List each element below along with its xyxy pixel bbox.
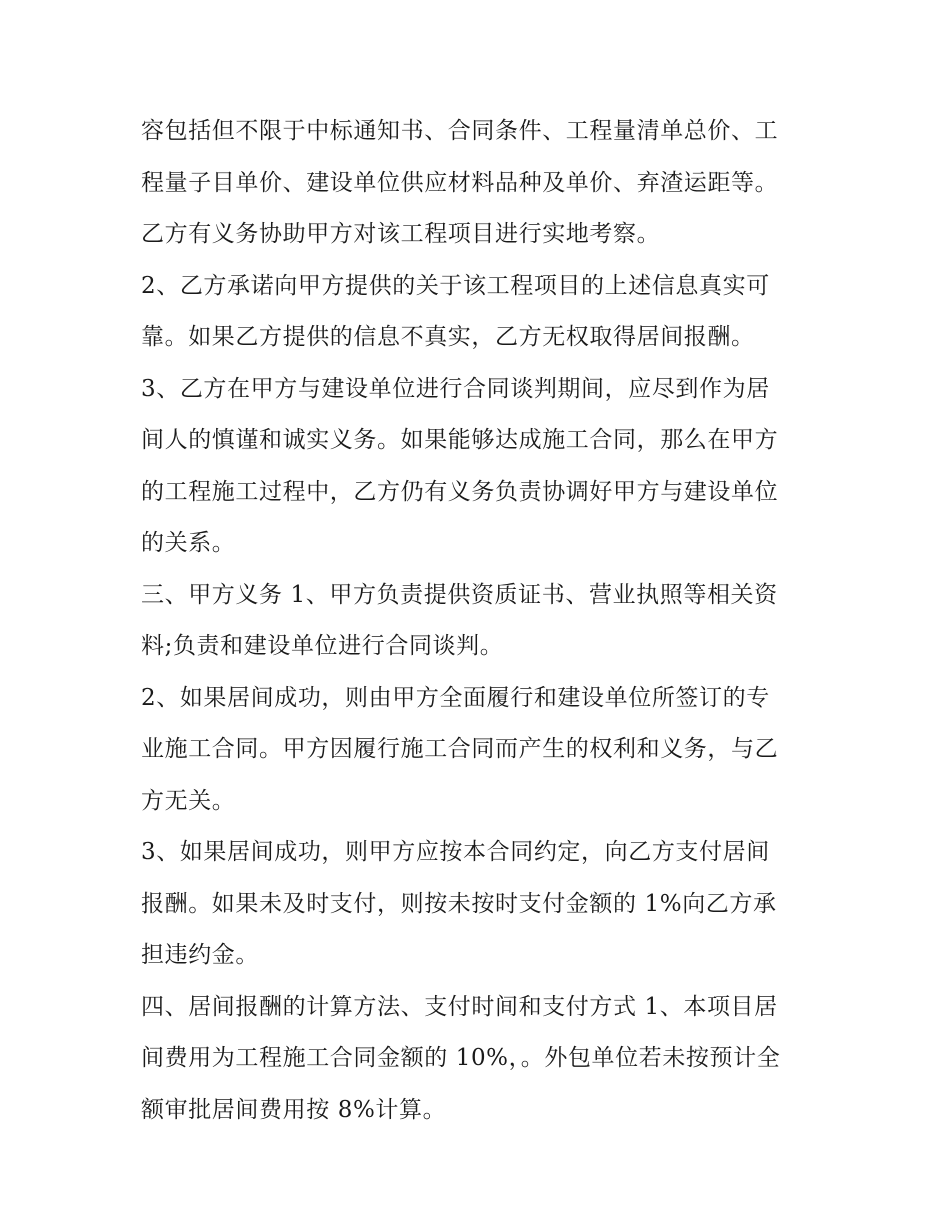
text-line: 方无关。 [141, 787, 236, 814]
text-line: 报酬。如果未及时支付，则按未按时支付金额的 1%向乙方承 [141, 890, 777, 917]
text-line: 间费用为工程施工合同金额的 10%，。外包单位若未按预计全 [141, 1045, 781, 1071]
text-line: 四、居间报酬的计算方法、支付时间和支付方式 1、本项目居 [141, 993, 778, 1020]
text-line: 靠。如果乙方提供的信息不真实，乙方无权取得居间报酬。 [141, 324, 755, 350]
text-line: 额审批居间费用按 8%计算。 [141, 1096, 447, 1123]
document-body [141, 108, 821, 1138]
text-line: 3、乙方在甲方与建设单位进行合同谈判期间，应尽到作为居 [141, 375, 770, 402]
text-line: 容包括但不限于中标通知书、合同条件、工程量清单总价、工 [141, 118, 779, 144]
text-line: 料;负责和建设单位进行合同谈判。 [141, 633, 504, 659]
text-line: 三、甲方义务 1、甲方负责提供资质证书、营业执照等相关资 [141, 581, 778, 608]
text-line: 业施工合同。甲方因履行施工合同而产生的权利和义务，与乙 [141, 736, 779, 762]
text-line: 间人的慎谨和诚实义务。如果能够达成施工合同，那么在甲方 [141, 427, 779, 453]
text-line: 担违约金。 [141, 942, 259, 968]
text-line: 的工程施工过程中，乙方仍有义务负责协调好甲方与建设单位 [141, 478, 779, 505]
text-line: 乙方有义务协助甲方对该工程项目进行实地考察。 [141, 221, 661, 247]
text-line: 2、乙方承诺向甲方提供的关于该工程项目的上述信息真实可 [141, 272, 770, 299]
text-line: 程量子目单价、建设单位供应材料品种及单价、弃渣运距等。 [141, 169, 779, 196]
text-line: 的关系。 [141, 530, 236, 556]
text-line: 2、如果居间成功，则由甲方全面履行和建设单位所签订的专 [141, 684, 770, 711]
text-line: 3、如果居间成功，则甲方应按本合同约定，向乙方支付居间 [141, 839, 770, 865]
